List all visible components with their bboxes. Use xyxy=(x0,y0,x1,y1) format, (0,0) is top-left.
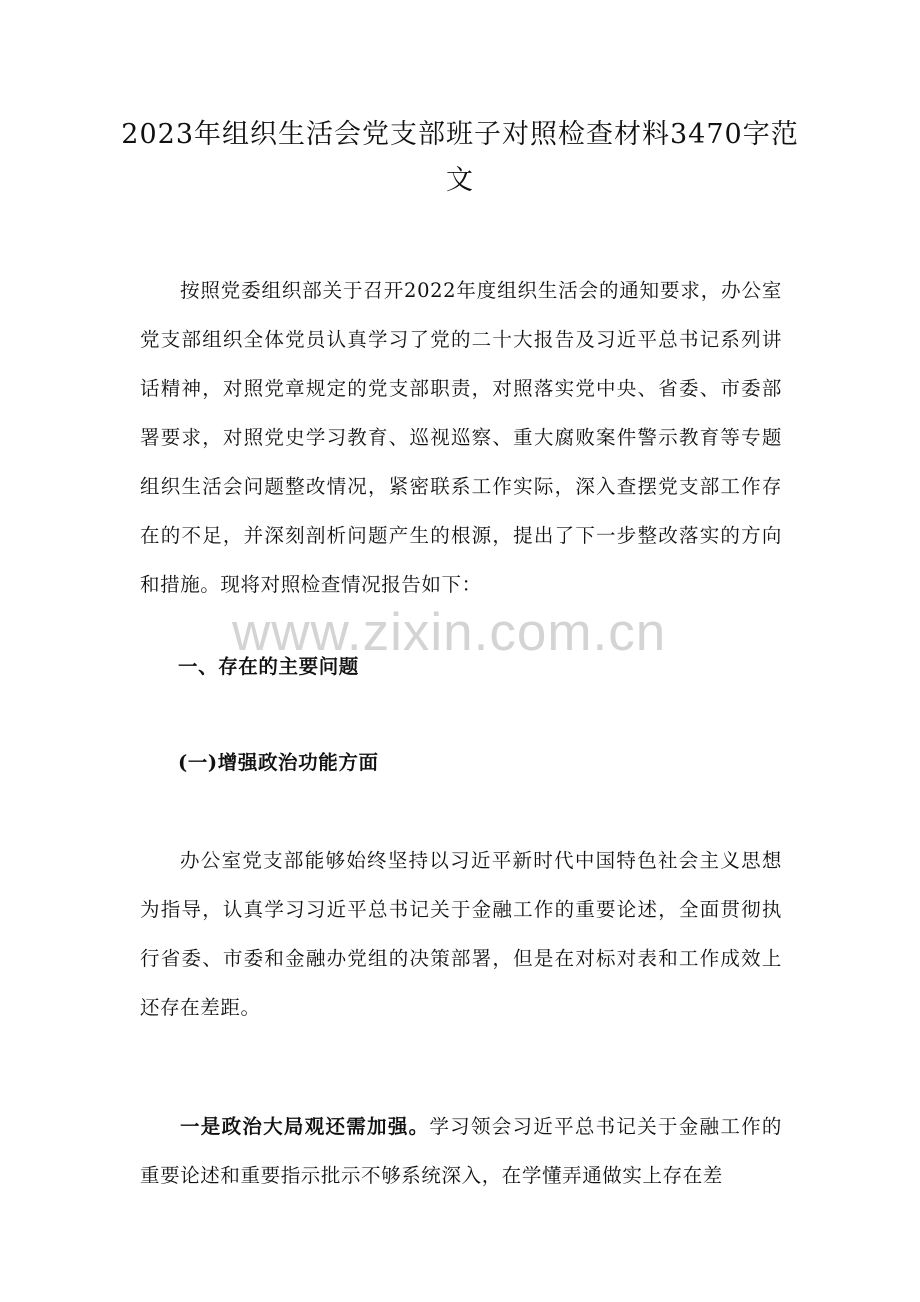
subsection-heading-1: (一)增强政治功能方面 xyxy=(178,751,379,774)
document-title: 2023年组织生活会党支部班子对照检查材料3470字范文 xyxy=(121,119,799,196)
point-text: 学习领会习近平总书记关于金融工作的重要论述和重要指示批示不够系统深入，在学懂弄通做实上存在差 xyxy=(140,1115,783,1187)
subsection-paragraph-1: 办公室党支部能够始终坚持以习近平新时代中国特色社会主义思想为指导，认真学习习近平总书记关于金融工作的重要论述，全面贯彻执行省委、市委和金融办党组的决策部署，但是在对标对表和工作成效上还存在差距。 xyxy=(140,849,782,1019)
point-lead: 一是政治大局观还需加强。 xyxy=(180,1115,430,1138)
intro-paragraph: 按照党委组织部关于召开2022年度组织生活会的通知要求，办公室党支部组织全体党员认真学习了党的二十大报告及习近平总书记系列讲话精神，对照党章规定的党支部职责，对照落实党中央、省委、市委部署要求，对照党史学习教育、巡视巡察、重大腐败案件警示教育等专题组织生活会问题整改情况，紧密联系工作实际，深入查摆党支部工作存在的不足，并深刻剖析问题产生的根源，提出了下一步整改落实的方向和措施。现将对照检查情况报告如下： xyxy=(140,279,782,596)
point-paragraph-1 xyxy=(140,1102,782,1200)
watermark: www.zixin.com.cn xyxy=(232,603,667,662)
section-heading-1: 一、存在的主要问题 xyxy=(178,655,359,678)
